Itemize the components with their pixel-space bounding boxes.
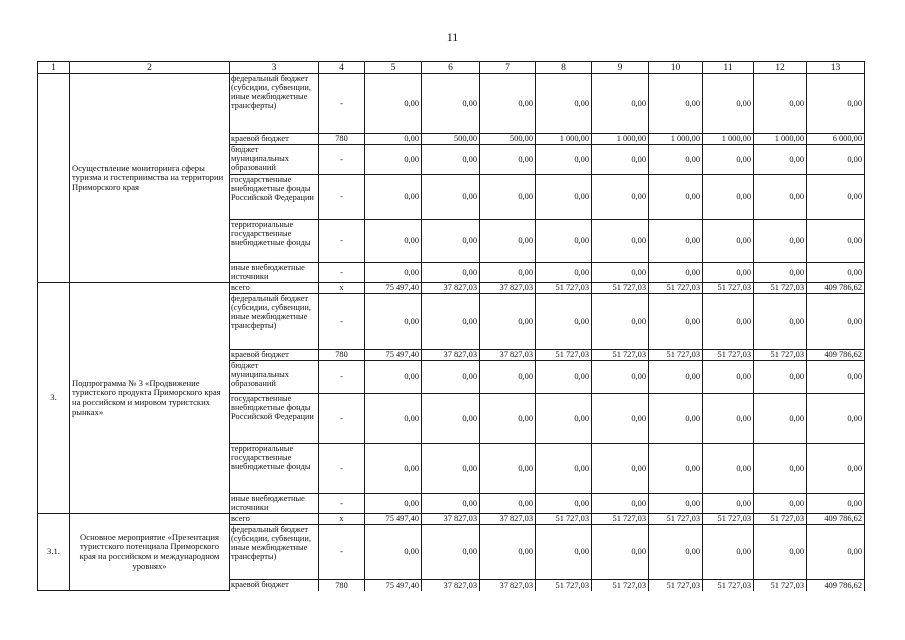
total-amount: 0,00 bbox=[807, 525, 865, 580]
total-amount: 0,00 bbox=[807, 145, 865, 175]
year-amount: 0,00 bbox=[536, 525, 592, 580]
funding-source: краевой бюджет bbox=[230, 134, 319, 145]
year-amount: 0,00 bbox=[365, 394, 422, 444]
year-amount: 0,00 bbox=[703, 74, 754, 134]
year-amount: 0,00 bbox=[754, 394, 807, 444]
year-amount: 0,00 bbox=[754, 361, 807, 394]
year-amount: 0,00 bbox=[480, 145, 536, 175]
year-amount: 37 827,03 bbox=[422, 350, 480, 361]
funding-source: федеральный бюджет (субсидии, субвенции, иные межбюджетные трансферты) bbox=[230, 74, 319, 134]
year-amount: 51 727,03 bbox=[536, 580, 592, 591]
year-amount: 0,00 bbox=[536, 175, 592, 220]
year-amount: 1 000,00 bbox=[703, 134, 754, 145]
year-amount: 0,00 bbox=[480, 175, 536, 220]
budget-code: - bbox=[319, 294, 365, 350]
funding-source: всего bbox=[230, 283, 319, 294]
total-amount: 409 786,62 bbox=[807, 350, 865, 361]
total-amount: 0,00 bbox=[807, 74, 865, 134]
year-amount: 1 000,00 bbox=[649, 134, 703, 145]
year-amount: 500,00 bbox=[480, 134, 536, 145]
year-amount: 0,00 bbox=[649, 175, 703, 220]
budget-table bbox=[37, 61, 865, 591]
year-amount: 51 727,03 bbox=[536, 283, 592, 294]
year-amount: 37 827,03 bbox=[480, 514, 536, 525]
year-amount: 0,00 bbox=[703, 175, 754, 220]
year-amount: 0,00 bbox=[592, 263, 649, 283]
year-amount: 0,00 bbox=[592, 175, 649, 220]
year-amount: 0,00 bbox=[365, 74, 422, 134]
year-amount: 0,00 bbox=[422, 294, 480, 350]
year-amount: 51 727,03 bbox=[703, 580, 754, 591]
budget-code: - bbox=[319, 263, 365, 283]
year-amount: 0,00 bbox=[422, 394, 480, 444]
year-amount: 0,00 bbox=[365, 444, 422, 494]
year-amount: 0,00 bbox=[592, 74, 649, 134]
year-amount: 0,00 bbox=[592, 444, 649, 494]
year-amount: 51 727,03 bbox=[592, 283, 649, 294]
year-amount: 0,00 bbox=[480, 361, 536, 394]
year-amount: 0,00 bbox=[703, 525, 754, 580]
year-amount: 0,00 bbox=[422, 175, 480, 220]
year-amount: 51 727,03 bbox=[592, 514, 649, 525]
year-amount: 51 727,03 bbox=[703, 283, 754, 294]
budget-code: х bbox=[319, 514, 365, 525]
year-amount: 0,00 bbox=[649, 394, 703, 444]
budget-code: 780 bbox=[319, 350, 365, 361]
total-amount: 6 000,00 bbox=[807, 134, 865, 145]
funding-source: федеральный бюджет (субсидии, субвенции, иные межбюджетные трансферты) bbox=[230, 525, 319, 580]
column-number: 10 bbox=[649, 62, 703, 74]
year-amount: 51 727,03 bbox=[703, 350, 754, 361]
year-amount: 0,00 bbox=[754, 263, 807, 283]
year-amount: 0,00 bbox=[754, 175, 807, 220]
year-amount: 0,00 bbox=[703, 444, 754, 494]
year-amount: 0,00 bbox=[592, 494, 649, 514]
budget-code: - bbox=[319, 361, 365, 394]
year-amount: 51 727,03 bbox=[649, 514, 703, 525]
year-amount: 0,00 bbox=[422, 145, 480, 175]
item-number: 3.1. bbox=[38, 514, 70, 591]
funding-source: иные внебюджетные источники bbox=[230, 263, 319, 283]
year-amount: 0,00 bbox=[365, 263, 422, 283]
year-amount: 51 727,03 bbox=[649, 283, 703, 294]
budget-code: - bbox=[319, 494, 365, 514]
budget-code: - bbox=[319, 394, 365, 444]
activity-name: Основное мероприятие «Презентация туристского потенциала Приморского края на российском и международном уровнях» bbox=[70, 514, 230, 591]
year-amount: 0,00 bbox=[365, 525, 422, 580]
year-amount: 0,00 bbox=[592, 294, 649, 350]
budget-code: 780 bbox=[319, 134, 365, 145]
year-amount: 0,00 bbox=[649, 444, 703, 494]
year-amount: 1 000,00 bbox=[592, 134, 649, 145]
year-amount: 0,00 bbox=[422, 494, 480, 514]
funding-source: территориальные государственные внебюджетные фонды bbox=[230, 444, 319, 494]
year-amount: 0,00 bbox=[480, 444, 536, 494]
year-amount: 0,00 bbox=[480, 74, 536, 134]
year-amount: 0,00 bbox=[365, 175, 422, 220]
page-number: 11 bbox=[446, 30, 459, 44]
year-amount: 37 827,03 bbox=[422, 514, 480, 525]
year-amount: 0,00 bbox=[365, 134, 422, 145]
year-amount: 0,00 bbox=[592, 220, 649, 263]
year-amount: 37 827,03 bbox=[422, 580, 480, 591]
year-amount: 0,00 bbox=[480, 220, 536, 263]
funding-source: бюджет муниципальных образований bbox=[230, 145, 319, 175]
funding-source: бюджет муниципальных образований bbox=[230, 361, 319, 394]
year-amount: 0,00 bbox=[703, 220, 754, 263]
year-amount: 0,00 bbox=[754, 220, 807, 263]
year-amount: 0,00 bbox=[536, 494, 592, 514]
budget-code: х bbox=[319, 283, 365, 294]
budget-code: - bbox=[319, 444, 365, 494]
year-amount: 51 727,03 bbox=[592, 350, 649, 361]
year-amount: 0,00 bbox=[480, 294, 536, 350]
budget-code: - bbox=[319, 74, 365, 134]
column-number: 1 bbox=[38, 62, 70, 74]
funding-source: государственные внебюджетные фонды Российской Федерации bbox=[230, 175, 319, 220]
budget-code: - bbox=[319, 220, 365, 263]
year-amount: 0,00 bbox=[703, 394, 754, 444]
year-amount: 0,00 bbox=[365, 145, 422, 175]
year-amount: 500,00 bbox=[422, 134, 480, 145]
year-amount: 0,00 bbox=[480, 525, 536, 580]
year-amount: 75 497,40 bbox=[365, 350, 422, 361]
column-number: 12 bbox=[754, 62, 807, 74]
year-amount: 0,00 bbox=[649, 361, 703, 394]
total-amount: 409 786,62 bbox=[807, 283, 865, 294]
total-amount: 0,00 bbox=[807, 361, 865, 394]
total-amount: 0,00 bbox=[807, 175, 865, 220]
year-amount: 0,00 bbox=[754, 294, 807, 350]
year-amount: 0,00 bbox=[703, 361, 754, 394]
year-amount: 0,00 bbox=[754, 494, 807, 514]
column-number: 3 bbox=[230, 62, 319, 74]
year-amount: 0,00 bbox=[536, 361, 592, 394]
funding-source: государственные внебюджетные фонды Российской Федерации bbox=[230, 394, 319, 444]
year-amount: 0,00 bbox=[536, 444, 592, 494]
total-amount: 409 786,62 bbox=[807, 580, 865, 591]
year-amount: 51 727,03 bbox=[754, 514, 807, 525]
year-amount: 0,00 bbox=[480, 263, 536, 283]
column-number: 2 bbox=[70, 62, 230, 74]
funding-source: краевой бюджет bbox=[230, 350, 319, 361]
year-amount: 0,00 bbox=[536, 220, 592, 263]
year-amount: 75 497,40 bbox=[365, 580, 422, 591]
budget-code: 780 bbox=[319, 580, 365, 591]
column-number: 7 bbox=[480, 62, 536, 74]
year-amount: 75 497,40 bbox=[365, 514, 422, 525]
year-amount: 0,00 bbox=[536, 263, 592, 283]
year-amount: 0,00 bbox=[649, 494, 703, 514]
year-amount: 0,00 bbox=[422, 361, 480, 394]
table-row bbox=[38, 283, 865, 294]
budget-code: - bbox=[319, 175, 365, 220]
year-amount: 51 727,03 bbox=[754, 580, 807, 591]
total-amount: 409 786,62 bbox=[807, 514, 865, 525]
year-amount: 0,00 bbox=[649, 263, 703, 283]
year-amount: 0,00 bbox=[422, 220, 480, 263]
year-amount: 0,00 bbox=[422, 525, 480, 580]
table-row bbox=[38, 514, 865, 525]
funding-source: иные внебюджетные источники bbox=[230, 494, 319, 514]
column-number: 11 bbox=[703, 62, 754, 74]
column-number: 5 bbox=[365, 62, 422, 74]
budget-code: - bbox=[319, 525, 365, 580]
column-number: 9 bbox=[592, 62, 649, 74]
table-row bbox=[38, 74, 865, 134]
year-amount: 1 000,00 bbox=[754, 134, 807, 145]
year-amount: 0,00 bbox=[422, 263, 480, 283]
year-amount: 0,00 bbox=[592, 145, 649, 175]
year-amount: 0,00 bbox=[649, 145, 703, 175]
column-number: 8 bbox=[536, 62, 592, 74]
year-amount: 51 727,03 bbox=[649, 580, 703, 591]
year-amount: 51 727,03 bbox=[536, 514, 592, 525]
year-amount: 51 727,03 bbox=[703, 514, 754, 525]
year-amount: 0,00 bbox=[649, 220, 703, 263]
year-amount: 0,00 bbox=[592, 394, 649, 444]
year-amount: 0,00 bbox=[649, 74, 703, 134]
year-amount: 0,00 bbox=[365, 294, 422, 350]
year-amount: 0,00 bbox=[365, 220, 422, 263]
year-amount: 0,00 bbox=[754, 145, 807, 175]
year-amount: 0,00 bbox=[536, 145, 592, 175]
year-amount: 0,00 bbox=[480, 394, 536, 444]
year-amount: 37 827,03 bbox=[480, 350, 536, 361]
year-amount: 0,00 bbox=[536, 294, 592, 350]
activity-name: Осуществление мониторинга сферы туризма и гостеприимства на территории Приморского края bbox=[70, 74, 230, 283]
item-number bbox=[38, 74, 70, 283]
year-amount: 37 827,03 bbox=[422, 283, 480, 294]
column-number: 13 bbox=[807, 62, 865, 74]
year-amount: 51 727,03 bbox=[754, 350, 807, 361]
year-amount: 0,00 bbox=[480, 494, 536, 514]
year-amount: 37 827,03 bbox=[480, 283, 536, 294]
year-amount: 0,00 bbox=[536, 394, 592, 444]
total-amount: 0,00 bbox=[807, 294, 865, 350]
total-amount: 0,00 bbox=[807, 444, 865, 494]
year-amount: 0,00 bbox=[536, 74, 592, 134]
year-amount: 51 727,03 bbox=[649, 350, 703, 361]
year-amount: 0,00 bbox=[422, 74, 480, 134]
year-amount: 51 727,03 bbox=[536, 350, 592, 361]
year-amount: 0,00 bbox=[365, 361, 422, 394]
column-number: 6 bbox=[422, 62, 480, 74]
year-amount: 0,00 bbox=[703, 294, 754, 350]
year-amount: 0,00 bbox=[703, 145, 754, 175]
funding-source: федеральный бюджет (субсидии, субвенции, иные межбюджетные трансферты) bbox=[230, 294, 319, 350]
year-amount: 0,00 bbox=[649, 525, 703, 580]
year-amount: 0,00 bbox=[365, 494, 422, 514]
column-number: 4 bbox=[319, 62, 365, 74]
funding-source: краевой бюджет bbox=[230, 580, 319, 591]
header-row bbox=[38, 62, 865, 74]
year-amount: 0,00 bbox=[649, 294, 703, 350]
year-amount: 0,00 bbox=[592, 525, 649, 580]
year-amount: 0,00 bbox=[592, 361, 649, 394]
activity-name: Подпрограмма № 3 «Продвижение туристского продукта Приморского края на российском и мировом туристских рынках» bbox=[70, 283, 230, 514]
year-amount: 51 727,03 bbox=[592, 580, 649, 591]
year-amount: 75 497,40 bbox=[365, 283, 422, 294]
year-amount: 0,00 bbox=[754, 444, 807, 494]
total-amount: 0,00 bbox=[807, 394, 865, 444]
year-amount: 0,00 bbox=[703, 494, 754, 514]
year-amount: 51 727,03 bbox=[754, 283, 807, 294]
year-amount: 0,00 bbox=[754, 525, 807, 580]
table-body bbox=[38, 62, 865, 591]
budget-code: - bbox=[319, 145, 365, 175]
funding-source: всего bbox=[230, 514, 319, 525]
total-amount: 0,00 bbox=[807, 494, 865, 514]
total-amount: 0,00 bbox=[807, 220, 865, 263]
year-amount: 0,00 bbox=[754, 74, 807, 134]
funding-source: территориальные государственные внебюджетные фонды bbox=[230, 220, 319, 263]
year-amount: 0,00 bbox=[422, 444, 480, 494]
year-amount: 0,00 bbox=[703, 263, 754, 283]
item-number: 3. bbox=[38, 283, 70, 514]
total-amount: 0,00 bbox=[807, 263, 865, 283]
year-amount: 37 827,03 bbox=[480, 580, 536, 591]
year-amount: 1 000,00 bbox=[536, 134, 592, 145]
